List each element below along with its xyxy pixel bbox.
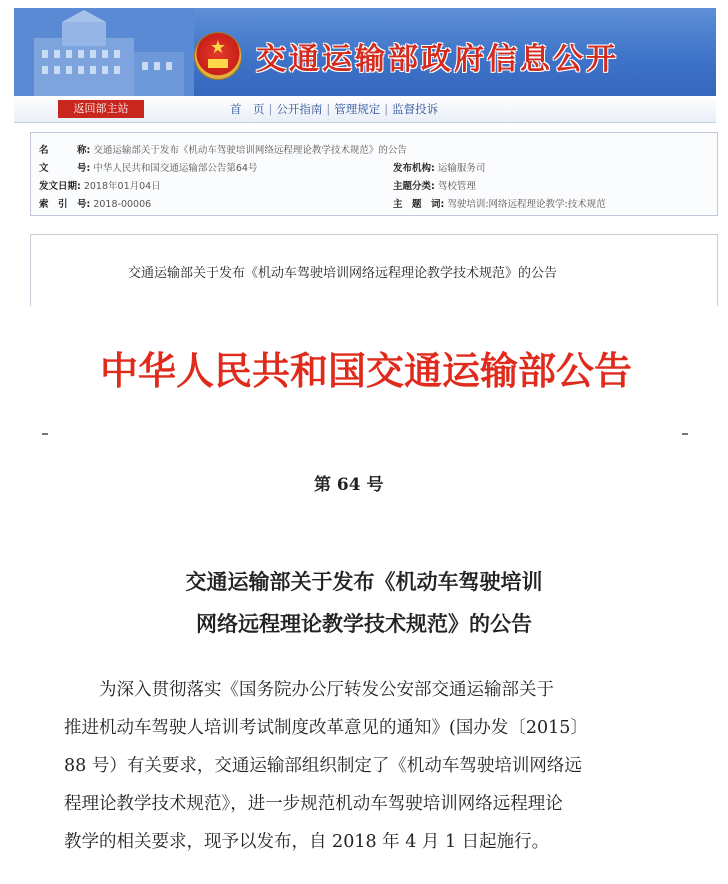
meta-index-row bbox=[39, 196, 151, 210]
red-header: 中华人民共和国交通运输部公告 bbox=[100, 348, 633, 393]
site-title: 交通运输部政府信息公开 bbox=[256, 42, 619, 77]
meta-name-row bbox=[39, 142, 407, 156]
meta-date-row bbox=[39, 178, 161, 192]
body-line: 88 号）有关要求，交通运输部组织制定了《机动车驾驶培训网络远 bbox=[64, 756, 582, 776]
body-line: 程理论教学技术规范》，进一步规范机动车驾驶培训网络远程理论 bbox=[64, 794, 563, 814]
nav-separator: | bbox=[268, 102, 273, 116]
meta-category-value: 驾校管理 bbox=[437, 181, 476, 192]
document-number: 第 64 号 bbox=[314, 475, 384, 495]
nav-bar bbox=[14, 96, 716, 123]
meta-date-key: 发文日期: bbox=[39, 181, 81, 192]
meta-date-value: 2018年01月04日 bbox=[83, 181, 161, 192]
body-line: 为深入贯彻落实《国务院办公厅转发公安部交通运输部关于 bbox=[64, 680, 554, 700]
nav-link-regulations[interactable]: 管理规定 bbox=[334, 102, 381, 116]
body-line: 教学的相关要求，现予以发布，自 2018 年 4 月 1 日起施行。 bbox=[64, 832, 550, 852]
meta-org-value: 运输服务司 bbox=[437, 163, 486, 174]
meta-subject-row bbox=[393, 196, 606, 210]
site-banner bbox=[14, 8, 716, 96]
body-line: 推进机动车驾驶人培训考试制度改革意见的通知》(国办发〔2015〕 bbox=[64, 718, 588, 738]
nav-link-complaints[interactable]: 监督投诉 bbox=[392, 102, 439, 116]
document-title-line-2: 网络远程理论教学技术规范》的公告 bbox=[196, 611, 532, 636]
meta-index-key: 索 引 号: bbox=[39, 199, 91, 210]
fold-mark bbox=[42, 433, 48, 435]
meta-org-row bbox=[393, 160, 485, 174]
nav-links bbox=[230, 101, 438, 117]
meta-docno-row bbox=[39, 160, 257, 174]
nav-separator: | bbox=[384, 102, 389, 116]
meta-subject-key: 主 题 词: bbox=[393, 199, 445, 210]
meta-org-key: 发布机构: bbox=[393, 163, 435, 174]
gate-icon bbox=[208, 59, 228, 68]
meta-category-row bbox=[393, 178, 476, 192]
fold-mark bbox=[682, 433, 688, 435]
document-metadata bbox=[30, 132, 718, 216]
nav-link-home[interactable]: 首 页 bbox=[230, 102, 265, 116]
nav-link-guide[interactable]: 公开指南 bbox=[276, 102, 323, 116]
meta-name-key: 名 称: bbox=[39, 145, 91, 156]
star-icon: ★ bbox=[209, 37, 227, 58]
document-title-line-1: 交通运输部关于发布《机动车驾驶培训 bbox=[185, 569, 543, 594]
meta-docno-key: 文 号: bbox=[39, 163, 91, 174]
notice-title: 交通运输部关于发布《机动车驾驶培训网络远程理论教学技术规范》的公告 bbox=[128, 266, 558, 281]
meta-category-key: 主题分类: bbox=[393, 181, 435, 192]
nav-separator: | bbox=[326, 102, 331, 116]
meta-docno-value: 中华人民共和国交通运输部公告第64号 bbox=[93, 163, 258, 174]
national-emblem-icon bbox=[195, 33, 241, 79]
building-illustration bbox=[14, 8, 194, 96]
meta-index-value: 2018-00006 bbox=[93, 199, 152, 210]
meta-subject-value: 驾驶培训:网络远程理论教学:技术规范 bbox=[447, 199, 606, 210]
back-to-main-site-button[interactable]: 返回部主站 bbox=[58, 100, 144, 118]
meta-name-value: 交通运输部关于发布《机动车驾驶培训网络远程理论教学技术规范》的公告 bbox=[93, 145, 407, 156]
